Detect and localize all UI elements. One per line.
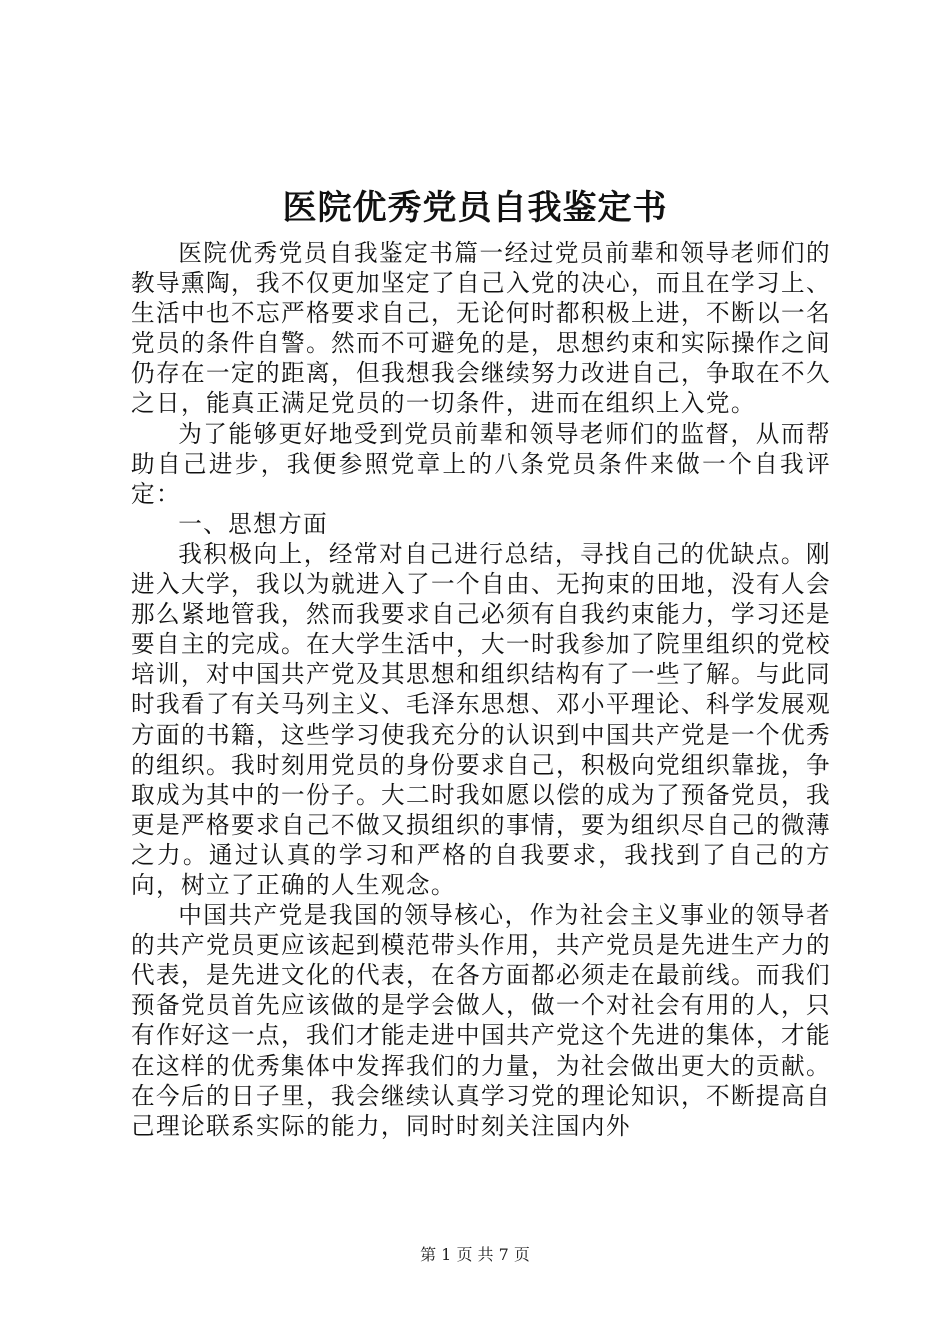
paragraph-intro: 医院优秀党员自我鉴定书篇一经过党员前辈和领导老师们的教导熏陶，我不仅更加坚定了自己入党的决心，而且在学习上、生活中也不忘严格要求自己，无论何时都积极上进，不断以一名党员的条件自警。然而不可避免的是，思想约束和实际操作之间仍存在一定的距离，但我想我会继续努力改进自己，争取在不久之日，能真正满足党员的一切条件，进而在组织上入党。 xyxy=(131,239,831,418)
page-footer: 第 1 页 共 7 页 xyxy=(420,1245,530,1264)
paragraph-party-core: 中国共产党是我国的领导核心，作为社会主义事业的领导者的共产党员更应该起到模范带头作用，共产党员是先进生产力的代表，是先进文化的代表，在各方面都必须走在最前线。而我们预备党员首先应该做的是学会做人，做一个对社会有用的人，只有作好这一点，我们才能走进中国共产党这个先进的集体，才能在这样的优秀集体中发挥我们的力量，为社会做出更大的贡献。在今后的日子里，我会继续认真学习党的理论知识，不断提高自己理论联系实际的能力，同时时刻关注国内外 xyxy=(131,901,831,1140)
paragraph-evaluation-lead: 为了能够更好地受到党员前辈和领导老师们的监督，从而帮助自己进步，我便参照党章上的八条党员条件来做一个自我评定： xyxy=(131,419,831,508)
document-body xyxy=(131,238,831,1141)
paragraph-thought: 我积极向上，经常对自己进行总结，寻找自己的优缺点。刚进入大学，我以为就进入了一个自由、无拘束的田地，没有人会那么紧地管我，然而我要求自己必须有自我约束能力，学习还是要自主的完成。在大学生活中，大一时我参加了院里组织的党校培训，对中国共产党及其思想和组织结构有了一些了解。与此同时我看了有关马列主义、毛泽东思想、邓小平理论、科学发展观方面的书籍，这些学习使我充分的认识到中国共产党是一个优秀的组织。我时刻用党员的身份要求自己，积极向党组织靠拢，争取成为其中的一份子。大二时我如愿以偿的成为了预备党员，我更是严格要求自己不做又损组织的事情，要为组织尽自己的微薄之力。通过认真的学习和严格的自我要求，我找到了自己的方向，树立了正确的人生观念。 xyxy=(131,539,831,899)
section-heading-thought: 一、思想方面 xyxy=(178,509,329,538)
document-title: 医院优秀党员自我鉴定书 xyxy=(282,188,668,228)
